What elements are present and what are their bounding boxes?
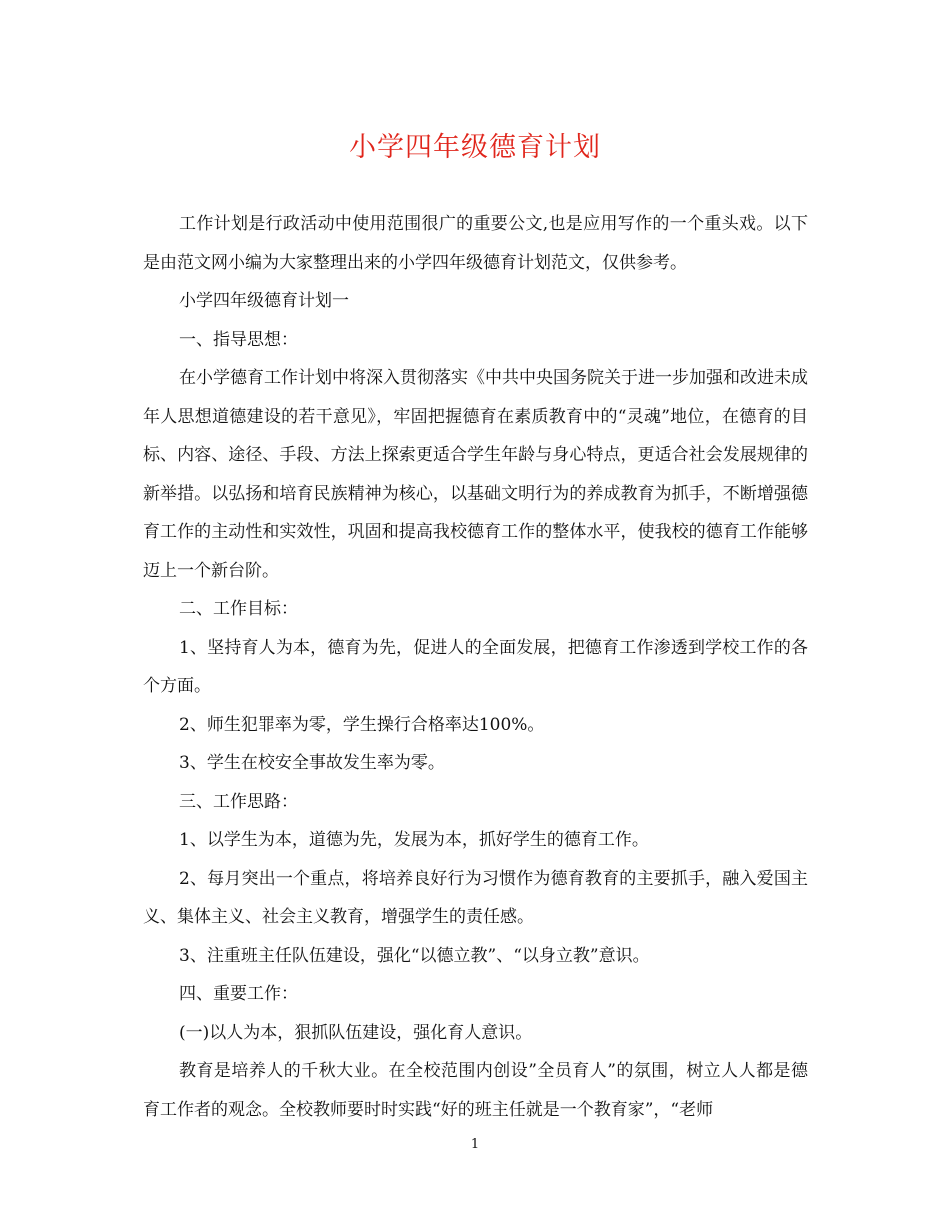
document-body <box>143 205 808 1129</box>
section-heading-work-goals: 二、工作目标： <box>179 599 298 619</box>
document-title: 小学四年级德育计划 <box>349 132 601 163</box>
list-item-idea-2: 2、每月突出一个重点，将培养良好行为习惯作为德育教育的主要抓手，融入爱国主义、集体主义、社会主义教育，增强学生的责任感。 <box>143 868 808 927</box>
list-item-goal-3: 3、学生在校安全事故发生率为零。 <box>179 753 445 773</box>
paragraph-education: 教育是培养人的千秋大业。在全校范围内创设”全员育人”的氛围，树立人人都是德育工作者的观念。全校教师要时时实践“好的班主任就是一个教育家”，“老师 <box>143 1061 808 1120</box>
section-heading-guiding-thought: 一、指导思想： <box>179 329 298 350</box>
list-item-idea-3: 3、注重班主任队伍建设，强化“以德立教”、“以身立教”意识。 <box>179 945 650 966</box>
page-number: 1 <box>470 1137 480 1152</box>
list-item-goal-1: 1、坚持育人为本，德育为先，促进人的全面发展，把德育工作渗透到学校工作的各个方面。 <box>143 637 808 696</box>
section-heading-work-ideas: 三、工作思路： <box>179 791 298 812</box>
list-item-idea-1: 1、以学生为本，道德为先，发展为本，抓好学生的德育工作。 <box>179 830 649 850</box>
list-item-goal-2: 2、师生犯罪率为零，学生操行合格率达100%。 <box>179 714 545 735</box>
paragraph-plan-heading: 小学四年级德育计划一 <box>179 291 349 311</box>
paragraph-intro: 工作计划是行政活动中使用范围很广的重要公文,也是应用写作的一个重头戏。以下是由范文网小编为大家整理出来的小学四年级德育计划范文，仅供参考。 <box>143 214 808 273</box>
section-heading-key-work: 四、重要工作： <box>179 984 298 1004</box>
subsection-heading-team-building: (一)以人为本，狠抓队伍建设，强化育人意识。 <box>179 1022 533 1043</box>
paragraph-guiding-thought: 在小学德育工作计划中将深入贯彻落实《中共中央国务院关于进一步加强和改进未成年人思想道德建设的若干意见》，牢固把握德育在素质教育中的“灵魂”地位，在德育的目标、内容、途径、手段、方法上探索更适合学生年龄与身心特点，更适合社会发展规律的新举措。以弘扬和培育民族精神为核心，以基础文明行为的养成教育为抓手，不断增强德育工作的主动性和实效性，巩固和提高我校德育工作的整体水平，使我校的德育工作能够迈上一个新台阶。 <box>143 368 808 581</box>
